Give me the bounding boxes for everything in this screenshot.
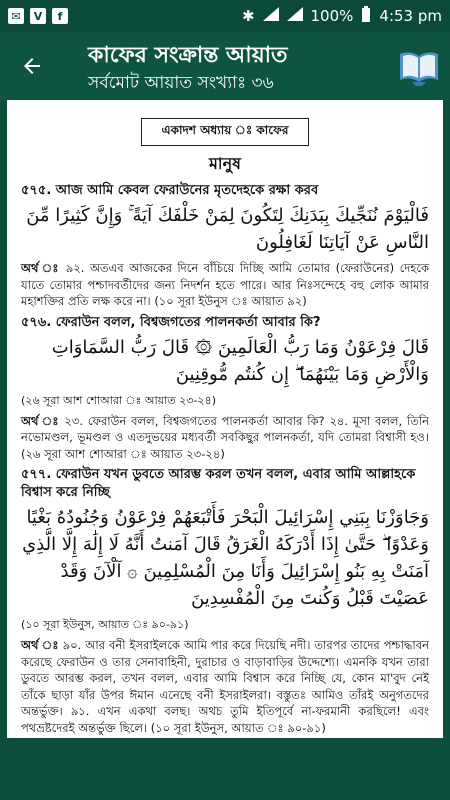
verse-heading: ৫৭৬. ফেরাউন বলল, বিশ্বজগতের পালনকর্তা আবার কি? bbox=[21, 314, 321, 330]
clock: 4:53 pm bbox=[379, 7, 442, 25]
arabic-text: وَجَاوَزْنَا بِبَنِي إِسْرَائِيلَ الْبَحْرَ فَأَتْبَعَهُمْ فِرْعَوْنُ وَجُنُودُهُ بَغْيًا وَعَدْوًا ۖ حَتَّىٰ إِذَا أَدْرَكَهُ الْغَرَقُ قَالَ آمَنتُ أَنَّهُ لَا إِلَٰهَ إِلَّا الَّذِي آمَنَتْ بِهِ بَنُو إِسْرَائِيلَ وَأَنَا مِنَ الْمُسْلِمِينَ ۞ آلْآنَ وَقَدْ عَصَيْتَ قَبْلُ وَكُنتَ مِنَ الْمُفْسِدِينَ bbox=[22, 507, 429, 609]
arabic-text: فَالْيَوْمَ نُنَجِّيكَ بِبَدَنِكَ لِتَكُونَ لِمَنْ خَلْفَكَ آيَةً ۚ وَإِنَّ كَثِيرًا مِّنَ النَّاسِ عَنْ آيَاتِنَا لَغَافِلُونَ bbox=[26, 205, 429, 253]
verse-reference: (১০ সূরা ইউনুস, আয়াত ঃ ৯০-৯১) bbox=[21, 618, 189, 631]
arabic-text: قَالَ فِرْعَوْنُ وَمَا رَبُّ الْعَالَمِينَ ۞ قَالَ رَبُّ السَّمَاوَاتِ وَالْأَرْضِ وَمَا بَيْنَهُمَا ۖ إِن كُنتُم مُّوقِنِينَ bbox=[51, 336, 429, 385]
verse-block bbox=[21, 466, 429, 736]
navigation-bar bbox=[0, 738, 450, 800]
verse-heading: ৫৭৭. ফেরাউন যখন ডুবতে আরম্ভ করল তখন বলল, এবার আমি আল্লাহকে বিশ্বাস করে নিচ্ছি bbox=[21, 467, 416, 500]
notification-icons bbox=[8, 8, 68, 24]
page-subtitle: সর্বমোট আয়াত সংখ্যাঃ ৩৬ bbox=[88, 73, 274, 93]
status-bar bbox=[0, 0, 450, 32]
meaning-text: ২৩. ফেরাউন বলল, বিশ্বজগতের পালনকর্তা আবার কি? ২৪. মূসা বলল, তিনি নভোমণ্ডল, ভূমণ্ডল ও এতদুভয়ের মধ্যবর্তী সবকিছুর পালনকর্তা, যদি তোমরা বিশ্বাসী হও। (২৬ সূরা আশ শোআরা ঃ আয়াত ২৩-২৪) bbox=[21, 413, 429, 461]
chapter-label: একাদশ অধ্যায় ঃ কাফের bbox=[141, 118, 309, 146]
battery-percent: 100% bbox=[310, 7, 354, 25]
meaning-label: অর্থ ঃ bbox=[21, 261, 61, 275]
meaning-text: ৯২. অতএব আজকের দিনে বাঁচিয়ে দিচ্ছি আমি তোমার (ফেরাউনের) দেহকে যাতে তোমার পশ্চাদবর্তীদের জন্য নিদর্শন হতে পারে। আর নিঃসন্দেহে বহু লোক আমার মহাশক্তির প্রতি লক্ষ করে না। (১০ সূরা ইউনুস ঃ আয়াত ৯২) bbox=[21, 261, 429, 308]
page-title: কাফের সংক্রান্ত আয়াত bbox=[88, 43, 288, 68]
verse-heading: ৫৭৫. আজ আমি কেবল ফেরাউনের মৃতদেহকে রক্ষা করব bbox=[21, 183, 319, 198]
verse-content[interactable] bbox=[7, 100, 443, 738]
back-arrow-icon bbox=[20, 54, 44, 78]
facebook-icon: f bbox=[52, 8, 68, 24]
meaning-label: অর্থ ঃ bbox=[21, 638, 59, 652]
bluetooth-icon: ✱ bbox=[241, 7, 255, 25]
signal-icon bbox=[263, 7, 279, 25]
verse-reference: (২৬ সূরা আশ শোআরা ঃ আয়াত ২৩-২৪) bbox=[21, 393, 216, 407]
verse-meaning bbox=[21, 637, 429, 736]
verse-meaning bbox=[21, 260, 429, 310]
verse-block bbox=[21, 182, 429, 310]
message-icon: ✉ bbox=[8, 8, 24, 24]
signal-icon-2 bbox=[287, 7, 303, 25]
app-bar bbox=[0, 32, 450, 100]
meaning-text: ৯০. আর বনী ইসরাইলকে আমি পার করে দিয়েছি নদী। তারপর তাদের পশ্চাদ্ধাবন করেছে ফেরাউন ও তার সেনাবাহিনী, দুরাচার ও বাড়াবাড়ির উদ্দেশ্যে। এমনকি যখন তারা ডুবতে আরম্ভ করল, তখন বলল, এবার আমি বিশ্বাস করে নিচ্ছি যে, কোন মা'বুদ নেই তাঁকে ছাড়া যাঁর উপর ঈমান এনেছে বনী ইসরাইলরা। বস্তুতঃ আমিও তাঁরই অনুগতদের অন্তর্ভুক্ত। ৯১. এখন একথা বলছ। অথচ তুমি ইতিপূর্বে না-ফরমানী করছিলে! এবং পথভ্রষ্টদেরই অন্তর্ভুক্ত ছিলে। (১০ সূরা ইউনুস, আয়াত ঃ ৯০-৯১) bbox=[21, 638, 429, 735]
section-title: মানুষ bbox=[209, 154, 241, 173]
verse-meaning bbox=[21, 413, 429, 463]
quran-book-icon[interactable] bbox=[398, 46, 440, 90]
battery-icon bbox=[361, 6, 371, 26]
back-button[interactable] bbox=[14, 48, 50, 84]
meaning-label: অর্থ ঃ bbox=[21, 413, 60, 428]
verse-block bbox=[21, 314, 429, 463]
v-app-icon: V bbox=[30, 8, 46, 24]
